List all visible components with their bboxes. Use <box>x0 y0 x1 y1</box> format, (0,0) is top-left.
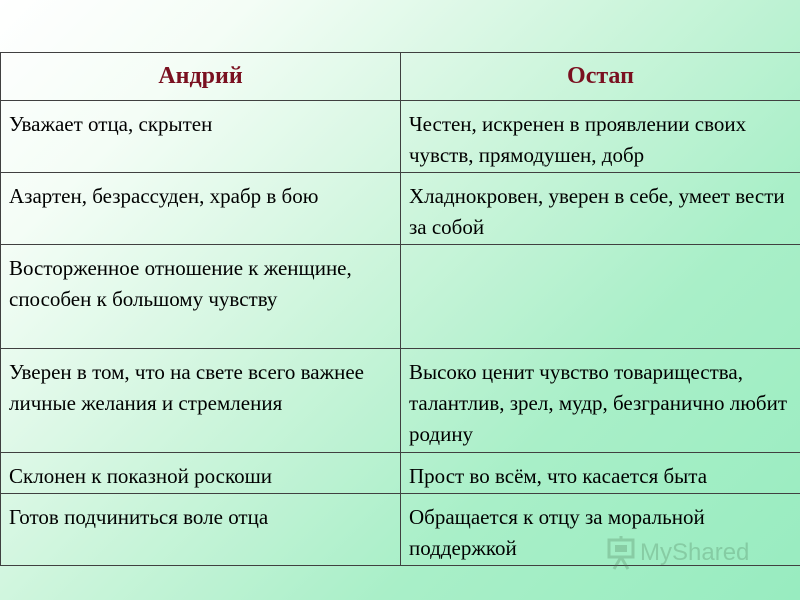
cell-andriy: Уважает отца, скрытен <box>1 101 401 173</box>
cell-ostap: Хладнокровен, уверен в себе, умеет вести за собой <box>401 173 800 245</box>
table-row <box>1 245 800 349</box>
cell-andriy: Восторженное отношение к женщине, способен к большому чувству <box>1 245 401 349</box>
header-ostap: Остап <box>401 53 800 101</box>
table-header-row <box>1 53 800 101</box>
cell-andriy: Готов подчиниться воле отца <box>1 494 401 566</box>
cell-andriy: Азартен, безрассуден, храбр в бою <box>1 173 401 245</box>
table-row <box>1 453 800 494</box>
cell-ostap: Обращается к отцу за моральной поддержкой <box>401 494 800 566</box>
comparison-table-container <box>0 52 800 566</box>
cell-ostap: Честен, искренен в проявлении своих чувств, прямодушен, добр <box>401 101 800 173</box>
watermark-text: MyShared <box>640 539 750 566</box>
table-row <box>1 173 800 245</box>
cell-ostap: Высоко ценит чувство товарищества, талантлив, зрел, мудр, безгранично любит родину <box>401 349 800 453</box>
comparison-table <box>0 52 800 566</box>
table-row <box>1 101 800 173</box>
cell-andriy: Уверен в том, что на свете всего важнее личные желания и стремления <box>1 349 401 453</box>
watermark-logo <box>606 533 749 573</box>
cell-ostap <box>401 245 800 349</box>
table-row <box>1 349 800 453</box>
presentation-board-icon <box>606 536 636 570</box>
cell-ostap: Прост во всём, что касается быта <box>401 453 800 494</box>
cell-andriy: Склонен к показной роскоши <box>1 453 401 494</box>
header-andriy: Андрий <box>1 53 401 101</box>
